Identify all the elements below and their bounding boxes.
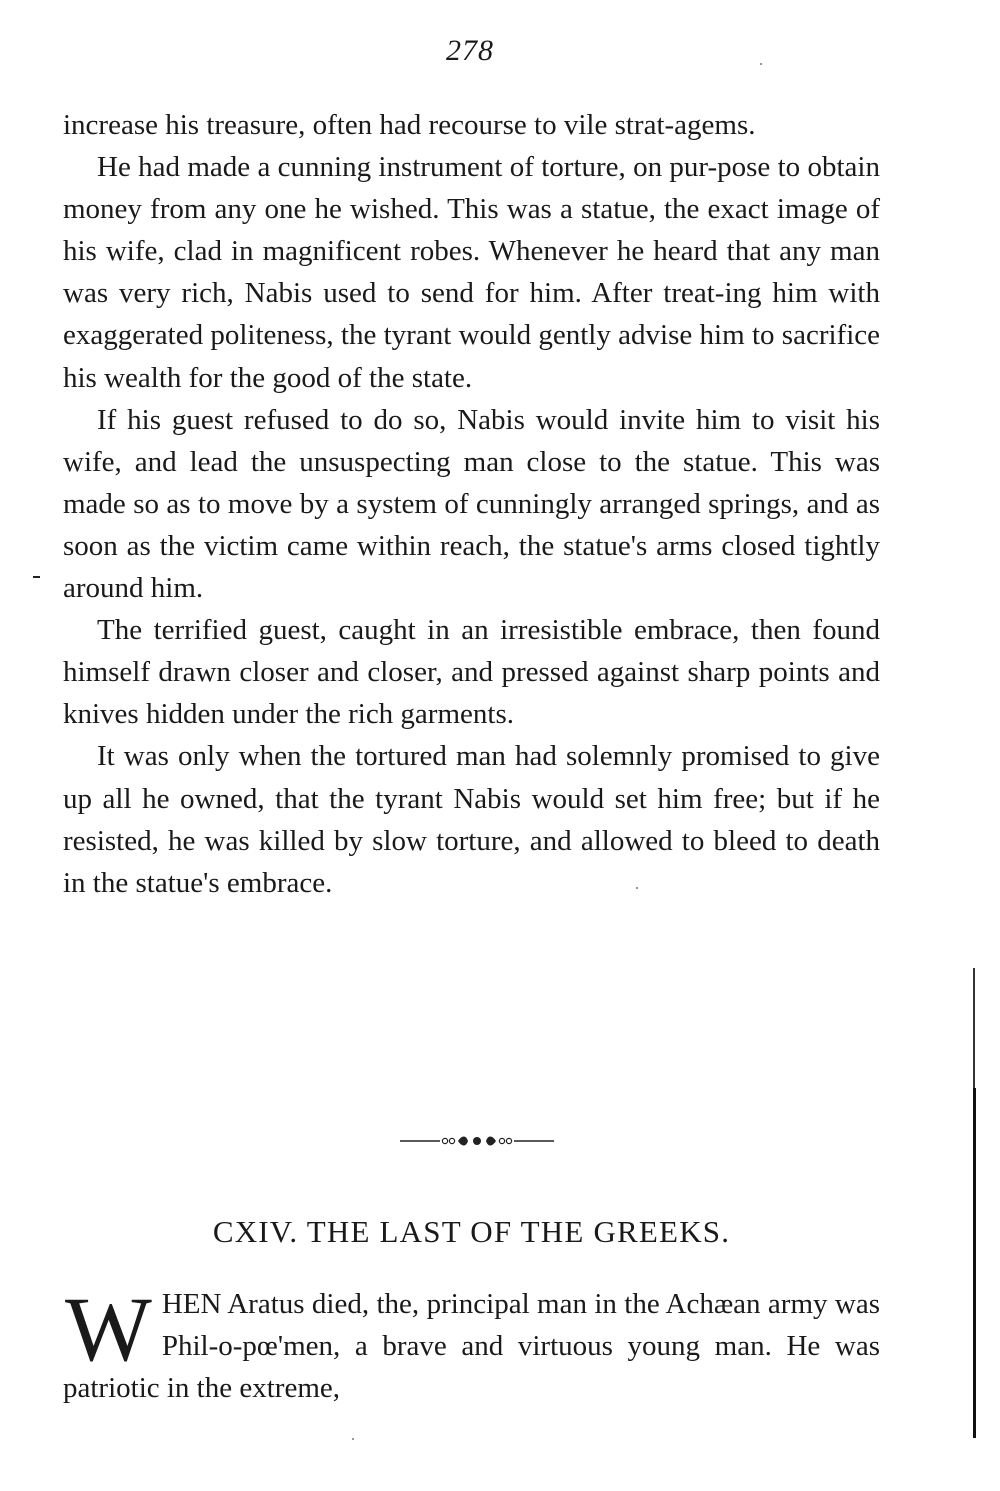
- margin-tick-mark: [33, 576, 40, 578]
- scan-speck: [760, 63, 762, 65]
- scan-speck: [352, 1438, 354, 1440]
- paragraph-only-when: It was only when the tortured man had solemnly promised to give up all he owned, that the tyrant Nabis would set him free; but if he resisted, he was killed by slow torture, and allowed to bleed to death in the statue's embrace.: [63, 740, 880, 899]
- paragraph-instrument: He had made a cunning instrument of torture, on pur-pose to obtain money from any one he wished. This was a statue, the exact image of his wife, clad in magnificent robes. Whenever he heard that any man was very rich, Nabis used to send for him. After treat-ing him with exaggerated politeness, the tyrant would gently advise him to sacrifice his wealth for the good of the state.: [63, 151, 880, 394]
- margin-scan-line: [973, 968, 975, 1088]
- page-number: 278: [446, 34, 494, 67]
- paragraph-guest-refused: If his guest refused to do so, Nabis would invite him to visit his wife, and lead the unsuspecting man close to the statue. This was made so as to move by a system of cunningly arranged springs, and as soon as the victim came within reach, the statue's arms closed tightly around him.: [63, 403, 880, 605]
- chapter-heading: CXIV. THE LAST OF THE GREEKS.: [212, 1214, 731, 1249]
- chapter-opening-paragraph: [63, 1278, 880, 1409]
- paragraph-continuation: increase his treasure, often had recourse to vile strat-agems.: [63, 109, 756, 141]
- drop-cap: W: [65, 1278, 152, 1380]
- main-text: [63, 104, 880, 904]
- scan-speck: [636, 887, 638, 889]
- ornamental-divider-icon: [400, 1130, 554, 1152]
- paragraph-terrified-guest: The terrified guest, caught in an irresistible embrace, then found himself drawn closer and closer, and pressed against sharp points and knives hidden under the rich garments.: [63, 614, 880, 731]
- chapter-opening-text: HEN Aratus died, the, principal man in the Achæan army was Phil-o-pœ'men, a brave and virtuous young man. He was patriotic in the extreme,: [63, 1288, 880, 1405]
- margin-scan-line: [973, 1088, 976, 1438]
